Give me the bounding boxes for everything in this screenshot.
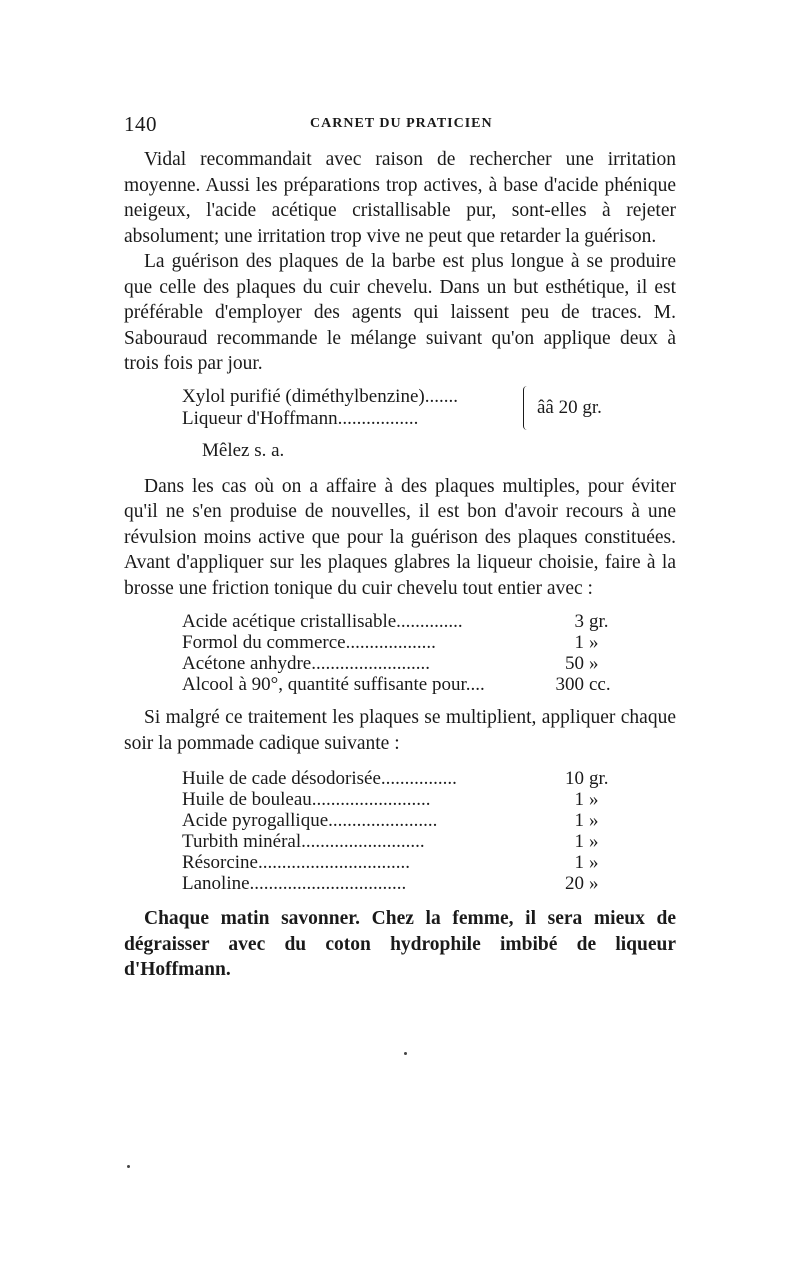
ingredient: Huile de bouleau......................... bbox=[182, 789, 431, 810]
amount: 1 bbox=[574, 831, 584, 852]
paragraph-1: Vidal recommandait avec raison de rechercher une irritation moyenne. Aussi les préparations trop actives, à base d'acide phénique neigeux, l'acide acétique cristallisable pur, sont-elles à rejeter absolument; une irritation trop vive ne peut que retarder la guérison. bbox=[124, 149, 676, 247]
recipe-pommade-table bbox=[182, 768, 623, 894]
ingredient: Huile de cade désodorisée................ bbox=[182, 768, 457, 789]
ingredient: Acétone anhydre......................... bbox=[182, 653, 430, 674]
recipe-xylol bbox=[182, 386, 676, 430]
amount: 20 bbox=[565, 873, 584, 894]
unit: gr. bbox=[589, 611, 609, 632]
page bbox=[124, 112, 676, 983]
amount: 3 bbox=[574, 611, 584, 632]
unit: » bbox=[589, 810, 599, 831]
recipe-friction-table bbox=[182, 611, 623, 695]
recipe-line-xylol: Xylol purifié (diméthylbenzine)....... bbox=[182, 385, 458, 407]
unit: » bbox=[589, 873, 599, 894]
unit: » bbox=[589, 632, 599, 653]
ingredient: Lanoline................................. bbox=[182, 873, 407, 894]
recipe-row bbox=[182, 653, 623, 674]
brace-mark bbox=[523, 386, 532, 430]
recipe-row bbox=[182, 852, 623, 873]
paragraph-4: Si malgré ce traitement les plaques se multiplient, appliquer chaque soir la pommade cadique suivante : bbox=[124, 707, 676, 754]
page-number: 140 bbox=[124, 112, 157, 136]
amount: 1 bbox=[574, 632, 584, 653]
unit: gr. bbox=[589, 768, 609, 789]
ingredient: Résorcine................................ bbox=[182, 852, 410, 873]
recipe-quantity: ââ 20 gr. bbox=[537, 396, 602, 418]
ink-speck bbox=[404, 1052, 407, 1055]
ingredient: Formol du commerce................... bbox=[182, 632, 436, 653]
recipe-instruction: Mêlez s. a. bbox=[202, 439, 285, 461]
page-header bbox=[124, 112, 676, 142]
recipe-line-liqueur: Liqueur d'Hoffmann................. bbox=[182, 407, 419, 429]
recipe-row bbox=[182, 611, 623, 632]
amount: 50 bbox=[565, 653, 584, 674]
amount: 300 bbox=[555, 674, 584, 695]
ingredient: Acide acétique cristallisable.............. bbox=[182, 611, 463, 632]
unit: » bbox=[589, 789, 599, 810]
recipe-row bbox=[182, 831, 623, 852]
recipe-row bbox=[182, 873, 623, 894]
recipe-row bbox=[182, 632, 623, 653]
paragraph-5: Chaque matin savonner. Chez la femme, il sera mieux de dégraisser avec du coton hydrophile imbibé de liqueur d'Hoffmann. bbox=[124, 908, 676, 980]
recipe-row bbox=[182, 768, 623, 789]
recipe-row bbox=[182, 674, 623, 695]
amount: 1 bbox=[574, 789, 584, 810]
recipe-row bbox=[182, 789, 623, 810]
amount: 10 bbox=[565, 768, 584, 789]
unit: cc. bbox=[589, 674, 611, 695]
unit: » bbox=[589, 653, 599, 674]
ingredient: Acide pyrogallique....................... bbox=[182, 810, 438, 831]
ingredient: Alcool à 90°, quantité suffisante pour.... bbox=[182, 674, 485, 695]
paragraph-3: Dans les cas où on a affaire à des plaques multiples, pour éviter qu'il ne s'en produise de nouvelles, il est bon d'avoir recours à une révulsion moins active que pour la guérison des plaques constituées. Avant d'appliquer sur les plaques glabres la liqueur choisie, faire à la brosse une friction tonique du cuir chevelu tout entier avec : bbox=[124, 475, 676, 599]
unit: » bbox=[589, 831, 599, 852]
running-title: CARNET DU PRATICIEN bbox=[310, 116, 493, 131]
amount: 1 bbox=[574, 852, 584, 873]
recipe-row bbox=[182, 810, 623, 831]
unit: » bbox=[589, 852, 599, 873]
paragraph-2: La guérison des plaques de la barbe est plus longue à se produire que celle des plaques du cuir chevelu. Dans un but esthétique, il est préférable d'employer des agents qui laissent peu de traces. M. Sabouraud recommande le mélange suivant qu'on applique deux à trois fois par jour. bbox=[124, 251, 676, 374]
ink-speck bbox=[127, 1165, 130, 1168]
ingredient: Turbith minéral.......................... bbox=[182, 831, 425, 852]
amount: 1 bbox=[574, 810, 584, 831]
